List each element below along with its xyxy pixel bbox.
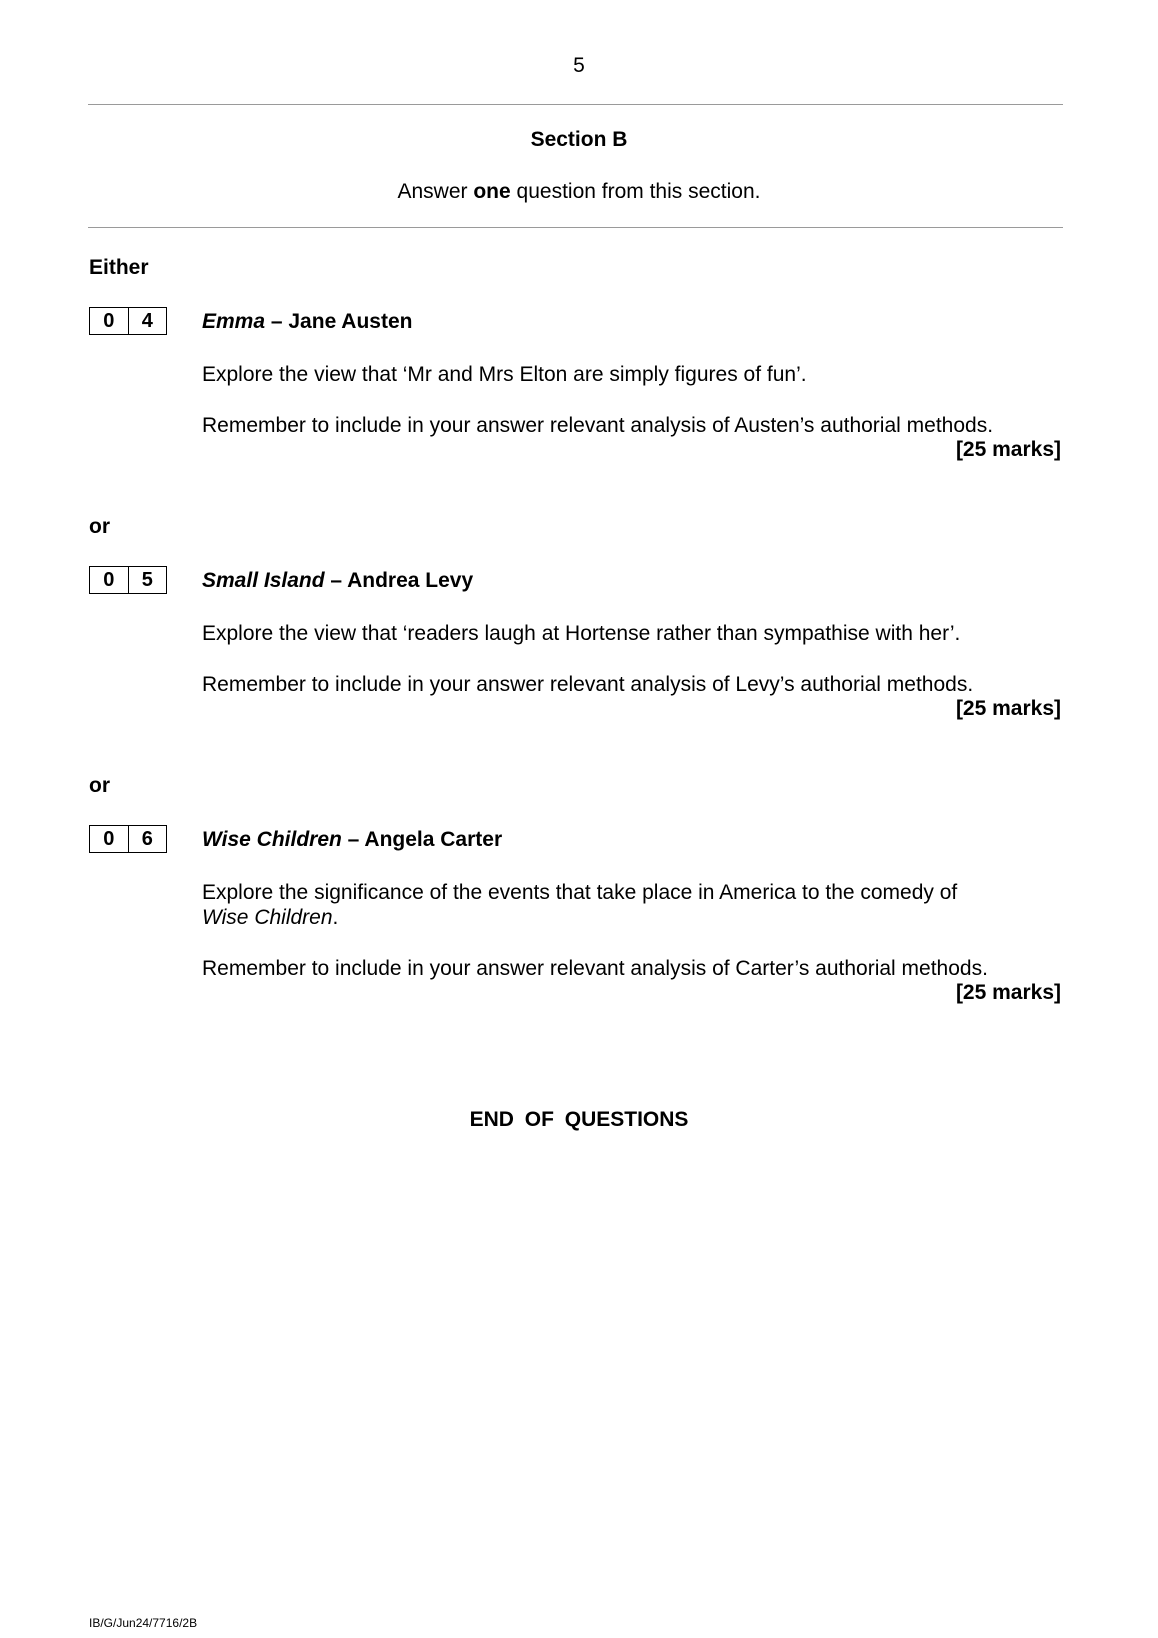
author-name: – Angela Carter xyxy=(341,828,503,851)
page-number: 5 xyxy=(573,54,585,77)
question-number-box xyxy=(89,307,167,335)
marks-label: [25 marks] xyxy=(955,697,1061,720)
footer-code: IB/G/Jun24/7716/2B xyxy=(89,1616,198,1630)
question-number-box xyxy=(89,566,167,594)
question-digit: 5 xyxy=(128,567,167,593)
connector-or: or xyxy=(89,774,110,797)
question-title xyxy=(202,828,502,852)
question-reminder: Remember to include in your answer relevant analysis of Carter’s authorial methods. xyxy=(202,957,988,980)
prompt-work-title: Wise Children xyxy=(202,906,333,929)
prompt-line: Explore the significance of the events that take place in America to the comedy of xyxy=(202,881,958,904)
instruction-emphasis: one xyxy=(473,180,511,203)
section-title: Section B xyxy=(530,128,628,151)
connector-either: Either xyxy=(89,256,149,279)
question-digit: 0 xyxy=(103,828,115,850)
question-digit: 0 xyxy=(103,569,115,591)
connector-or: or xyxy=(89,515,110,538)
author-name: – Andrea Levy xyxy=(324,569,474,592)
question-number-box xyxy=(89,825,167,853)
instruction-after: question from this section. xyxy=(510,180,761,203)
work-title: Small Island xyxy=(202,569,325,592)
question-digit: 6 xyxy=(128,826,167,852)
question-digit: 0 xyxy=(103,310,115,332)
question-digit: 4 xyxy=(128,308,167,334)
section-divider xyxy=(88,227,1063,228)
author-name: – Jane Austen xyxy=(265,310,413,333)
work-title: Wise Children xyxy=(202,828,342,851)
question-prompt: Explore the view that ‘readers laugh at Hortense rather than sympathise with her’. xyxy=(202,622,961,645)
work-title: Emma xyxy=(202,310,266,333)
question-title xyxy=(202,310,412,334)
question-prompt: Explore the view that ‘Mr and Mrs Elton are simply figures of fun’. xyxy=(202,363,807,386)
question-prompt xyxy=(202,880,1062,930)
end-of-questions: END OF QUESTIONS xyxy=(469,1108,689,1131)
section-instruction xyxy=(0,180,1158,204)
question-reminder: Remember to include in your answer relevant analysis of Austen’s authorial methods. xyxy=(202,414,994,437)
prompt-end: . xyxy=(332,906,339,929)
instruction-before: Answer xyxy=(397,180,474,203)
marks-label: [25 marks] xyxy=(955,981,1061,1004)
question-title xyxy=(202,569,473,593)
top-divider xyxy=(88,104,1063,105)
marks-label: [25 marks] xyxy=(955,438,1061,461)
question-reminder: Remember to include in your answer relevant analysis of Levy’s authorial methods. xyxy=(202,673,974,696)
